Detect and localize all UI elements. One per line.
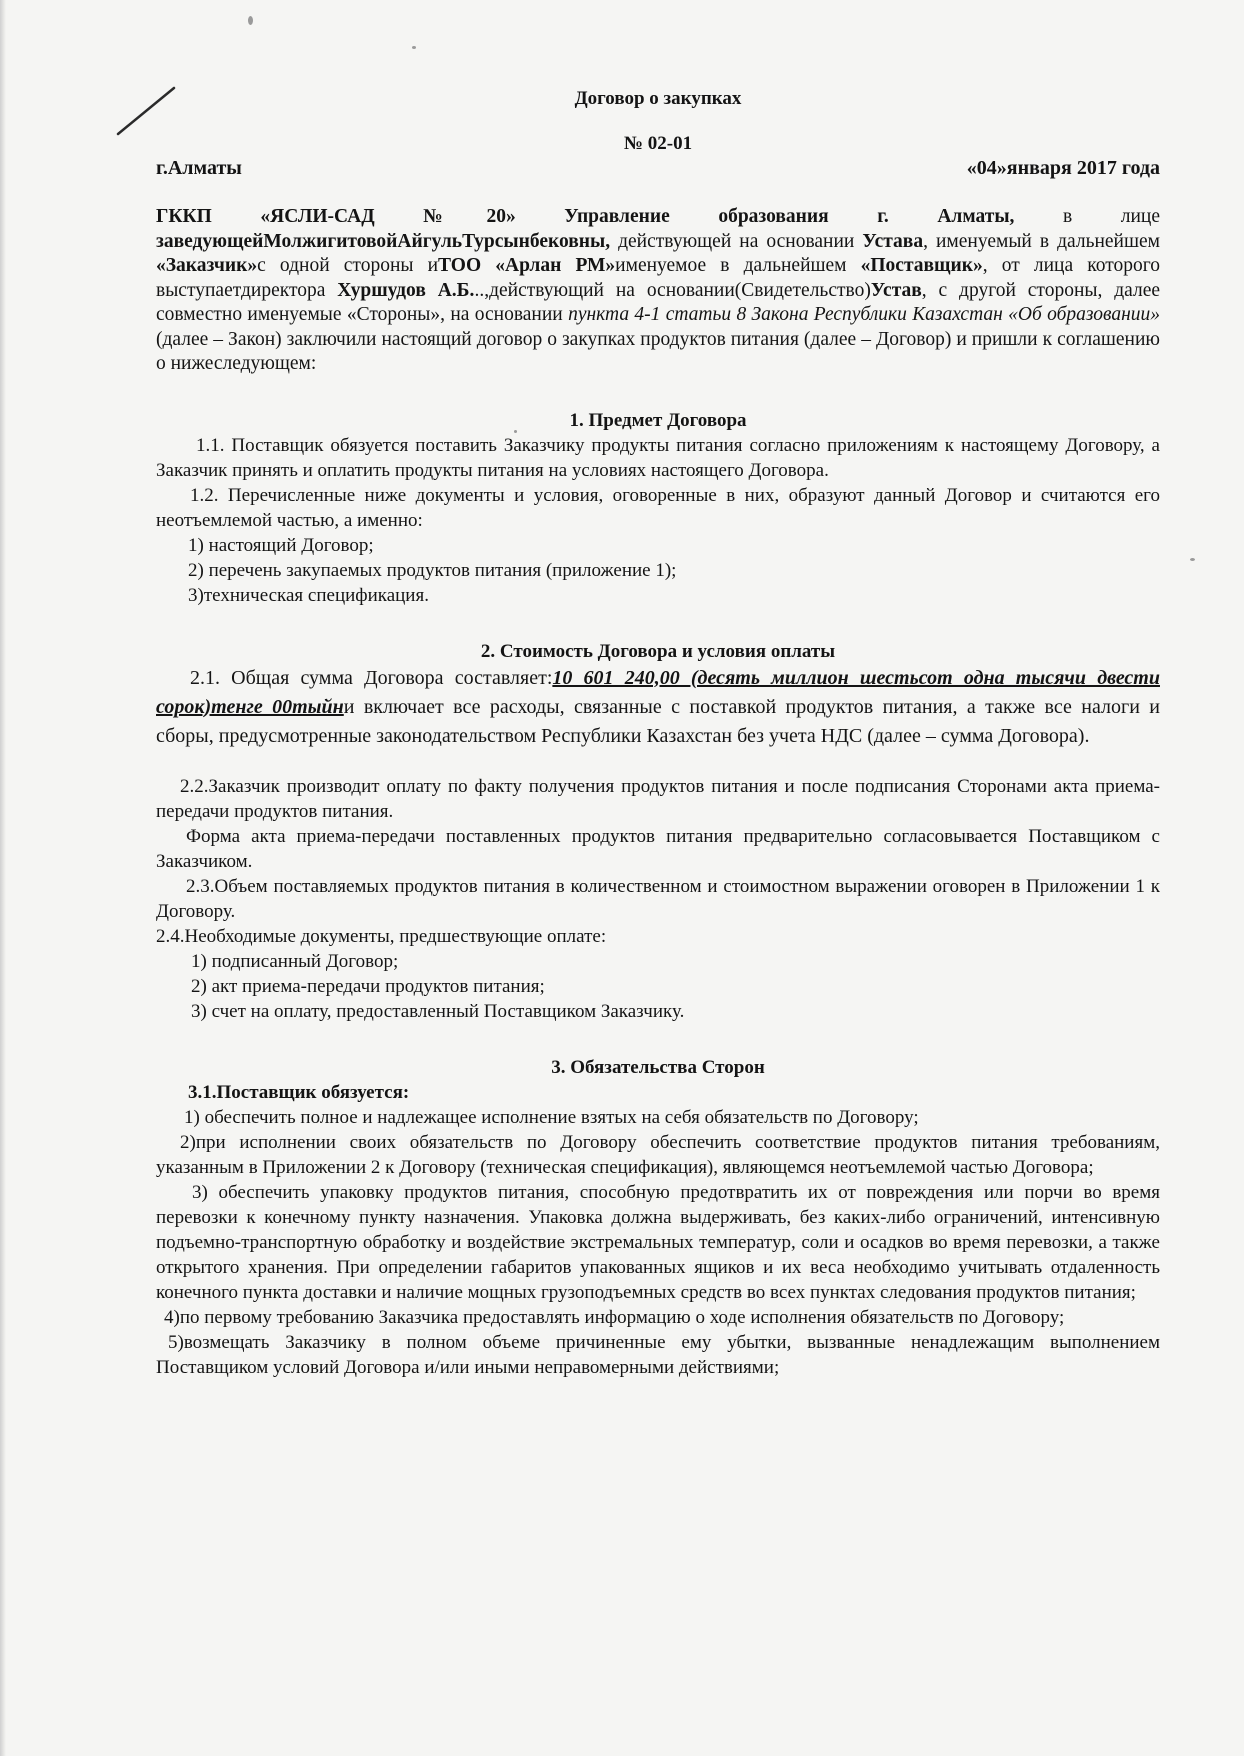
clause-3-1: 3.1.Поставщик обязуется: [188, 1081, 410, 1103]
preamble-law-reference: пункта 4-1 статьи 8 Закона Республики Казахстан «Об образовании» [568, 304, 1160, 325]
preamble-paragraph [156, 205, 1160, 377]
list-item: 3)техническая спецификация. [188, 584, 429, 606]
place-date-row [156, 156, 1160, 181]
clause-2-1 [156, 664, 1160, 751]
section-1-heading: 1. Предмет Договора [569, 409, 747, 431]
preamble-customer-rep: заведующейМолжигитовойАйгульТурсынбековны, [156, 230, 611, 252]
preamble-supplier-rep: Хуршудов А.Б. [337, 279, 475, 301]
obligation-item: 4)по первому требованию Заказчика предоставлять информацию о ходе исполнения обязательств по Договору; [164, 1306, 1065, 1328]
list-item: 1) настоящий Договор; [188, 534, 374, 556]
obligation-item: 2)при исполнении своих обязательств по Договору обеспечить соответствие продуктов питания требованиям, указанным в Приложении 2 к Договору (техническая спецификация), являющемся неотъемлемой частью Договора; [156, 1131, 1160, 1178]
clause-2-2: 2.2.Заказчик производит оплату по факту получения продуктов питания и после подписания Сторонами акта приема-передачи продуктов питания. [156, 775, 1160, 822]
clause-2-1-text: и включает все расходы, связанные с поставкой продуктов питания, а также все налоги и сборы, предусмотренные законодательством Республики Казахстан без учета НДС (далее – сумма Договора). [156, 695, 1160, 747]
preamble-text: (далее – Закон) заключили настоящий договор о закупках продуктов питания (далее – Договор) и пришли к соглашению о нижеследующем: [156, 328, 1160, 374]
document-title: Договор о закупках [574, 88, 742, 109]
obligation-item: 5)возмещать Заказчику в полном объеме причиненные ему убытки, вызванные ненадлежащим выполнением Поставщиком условий Договора и/или иными неправомерными действиями; [156, 1331, 1160, 1378]
preamble-basis: Устава [862, 230, 924, 252]
clause-2-1-text: 2.1. Общая сумма Договора составляет: [190, 666, 553, 689]
preamble-text: именуемое в дальнейшем [615, 255, 861, 276]
spacer [156, 751, 1160, 774]
contract-number: № 02-01 [623, 133, 693, 154]
clause-2-2-form: Форма акта приема-передачи поставленных продуктов питания предварительно согласовывается Поставщиком с Заказчиком. [156, 825, 1160, 872]
preamble-text: , с другой стороны, далее совместно именуемые «Стороны», на основании [156, 279, 1161, 325]
list-item: 2) перечень закупаемых продуктов питания (приложение 1); [188, 559, 677, 581]
obligation-item: 1) обеспечить полное и надлежащее исполнение взятых на себя обязательств по Договору; [184, 1106, 919, 1128]
section-3-heading: 3. Обязательства Сторон [551, 1056, 765, 1078]
preamble-customer-org: ГККП «ЯСЛИ-САД №20» Управление образования г. Алматы, [156, 206, 1015, 227]
scan-speck [248, 16, 253, 25]
list-item: 1) подписанный Договор; [191, 950, 399, 972]
list-item: 2) акт приема-передачи продуктов питания; [191, 975, 545, 997]
contract-sum: 10 601 240,00 (десять миллион шестьсот одна тысячи двести сорок)тенге 00тыйн [156, 666, 1160, 718]
city: г.Алматы [156, 157, 242, 179]
document-body [156, 86, 1160, 1380]
preamble-text: , от лица которого выступаетдиректора [156, 255, 1160, 301]
scan-speck [1190, 558, 1195, 561]
scan-speck [412, 46, 416, 49]
preamble-supplier-org: ТОО «Арлан РМ» [438, 255, 616, 276]
scan-edge-shadow [0, 0, 6, 1756]
obligation-item: 3) обеспечить упаковку продуктов питания, способную предотвратить их от повреждения или порчи во время перевозки к конечному пункту назначения. Упаковка должна выдерживать, без каких-либо ограничений, интенсивную подъемно-транспортную обработку и воздействие экстремальных температур, соли и осадков во время перевозки, а также открытого хранения. При определении габаритов упакованных ящиков и их веса необходимо учитывать отдаленность конечного пункта доставки и наличие мощных грузоподъемных средств во всех пунктах следования продуктов питания; [156, 1181, 1160, 1303]
preamble-customer-term: «Заказчик» [156, 255, 258, 276]
clause-1-1: 1.1. Поставщик обязуется поставить Заказчику продукты питания согласно приложениям к настоящему Договору, а Заказчик принять и оплатить продукты питания на условиях настоящего Договора. [156, 434, 1160, 481]
contract-date: «04»января 2017 года [966, 157, 1160, 179]
preamble-text: с одной стороны и [257, 255, 439, 276]
preamble-text: действующей на основании [610, 230, 863, 252]
clause-2-4: 2.4.Необходимые документы, предшествующие оплате: [156, 925, 607, 947]
clause-1-2: 1.2. Перечисленные ниже документы и условия, оговоренные в них, образуют данный Договор и считаются его неотъемлемой частью, а именно: [156, 484, 1160, 531]
clause-2-3: 2.3.Объем поставляемых продуктов питания в количественном и стоимостном выражении оговорен в Приложении 1 к Договору. [156, 875, 1160, 922]
list-item: 3) счет на оплату, предоставленный Поставщиком Заказчику. [191, 1000, 685, 1022]
preamble-supplier-term: «Поставщик» [860, 255, 983, 276]
preamble-supplier-basis: Устав [870, 279, 922, 301]
preamble-text: в лице [1014, 206, 1160, 227]
preamble-text: , именуемый в дальнейшем [923, 230, 1161, 252]
section-2-heading: 2. Стоимость Договора и условия оплаты [480, 640, 836, 662]
preamble-text: ..,действующий на основании(Свидетельство) [474, 279, 871, 301]
